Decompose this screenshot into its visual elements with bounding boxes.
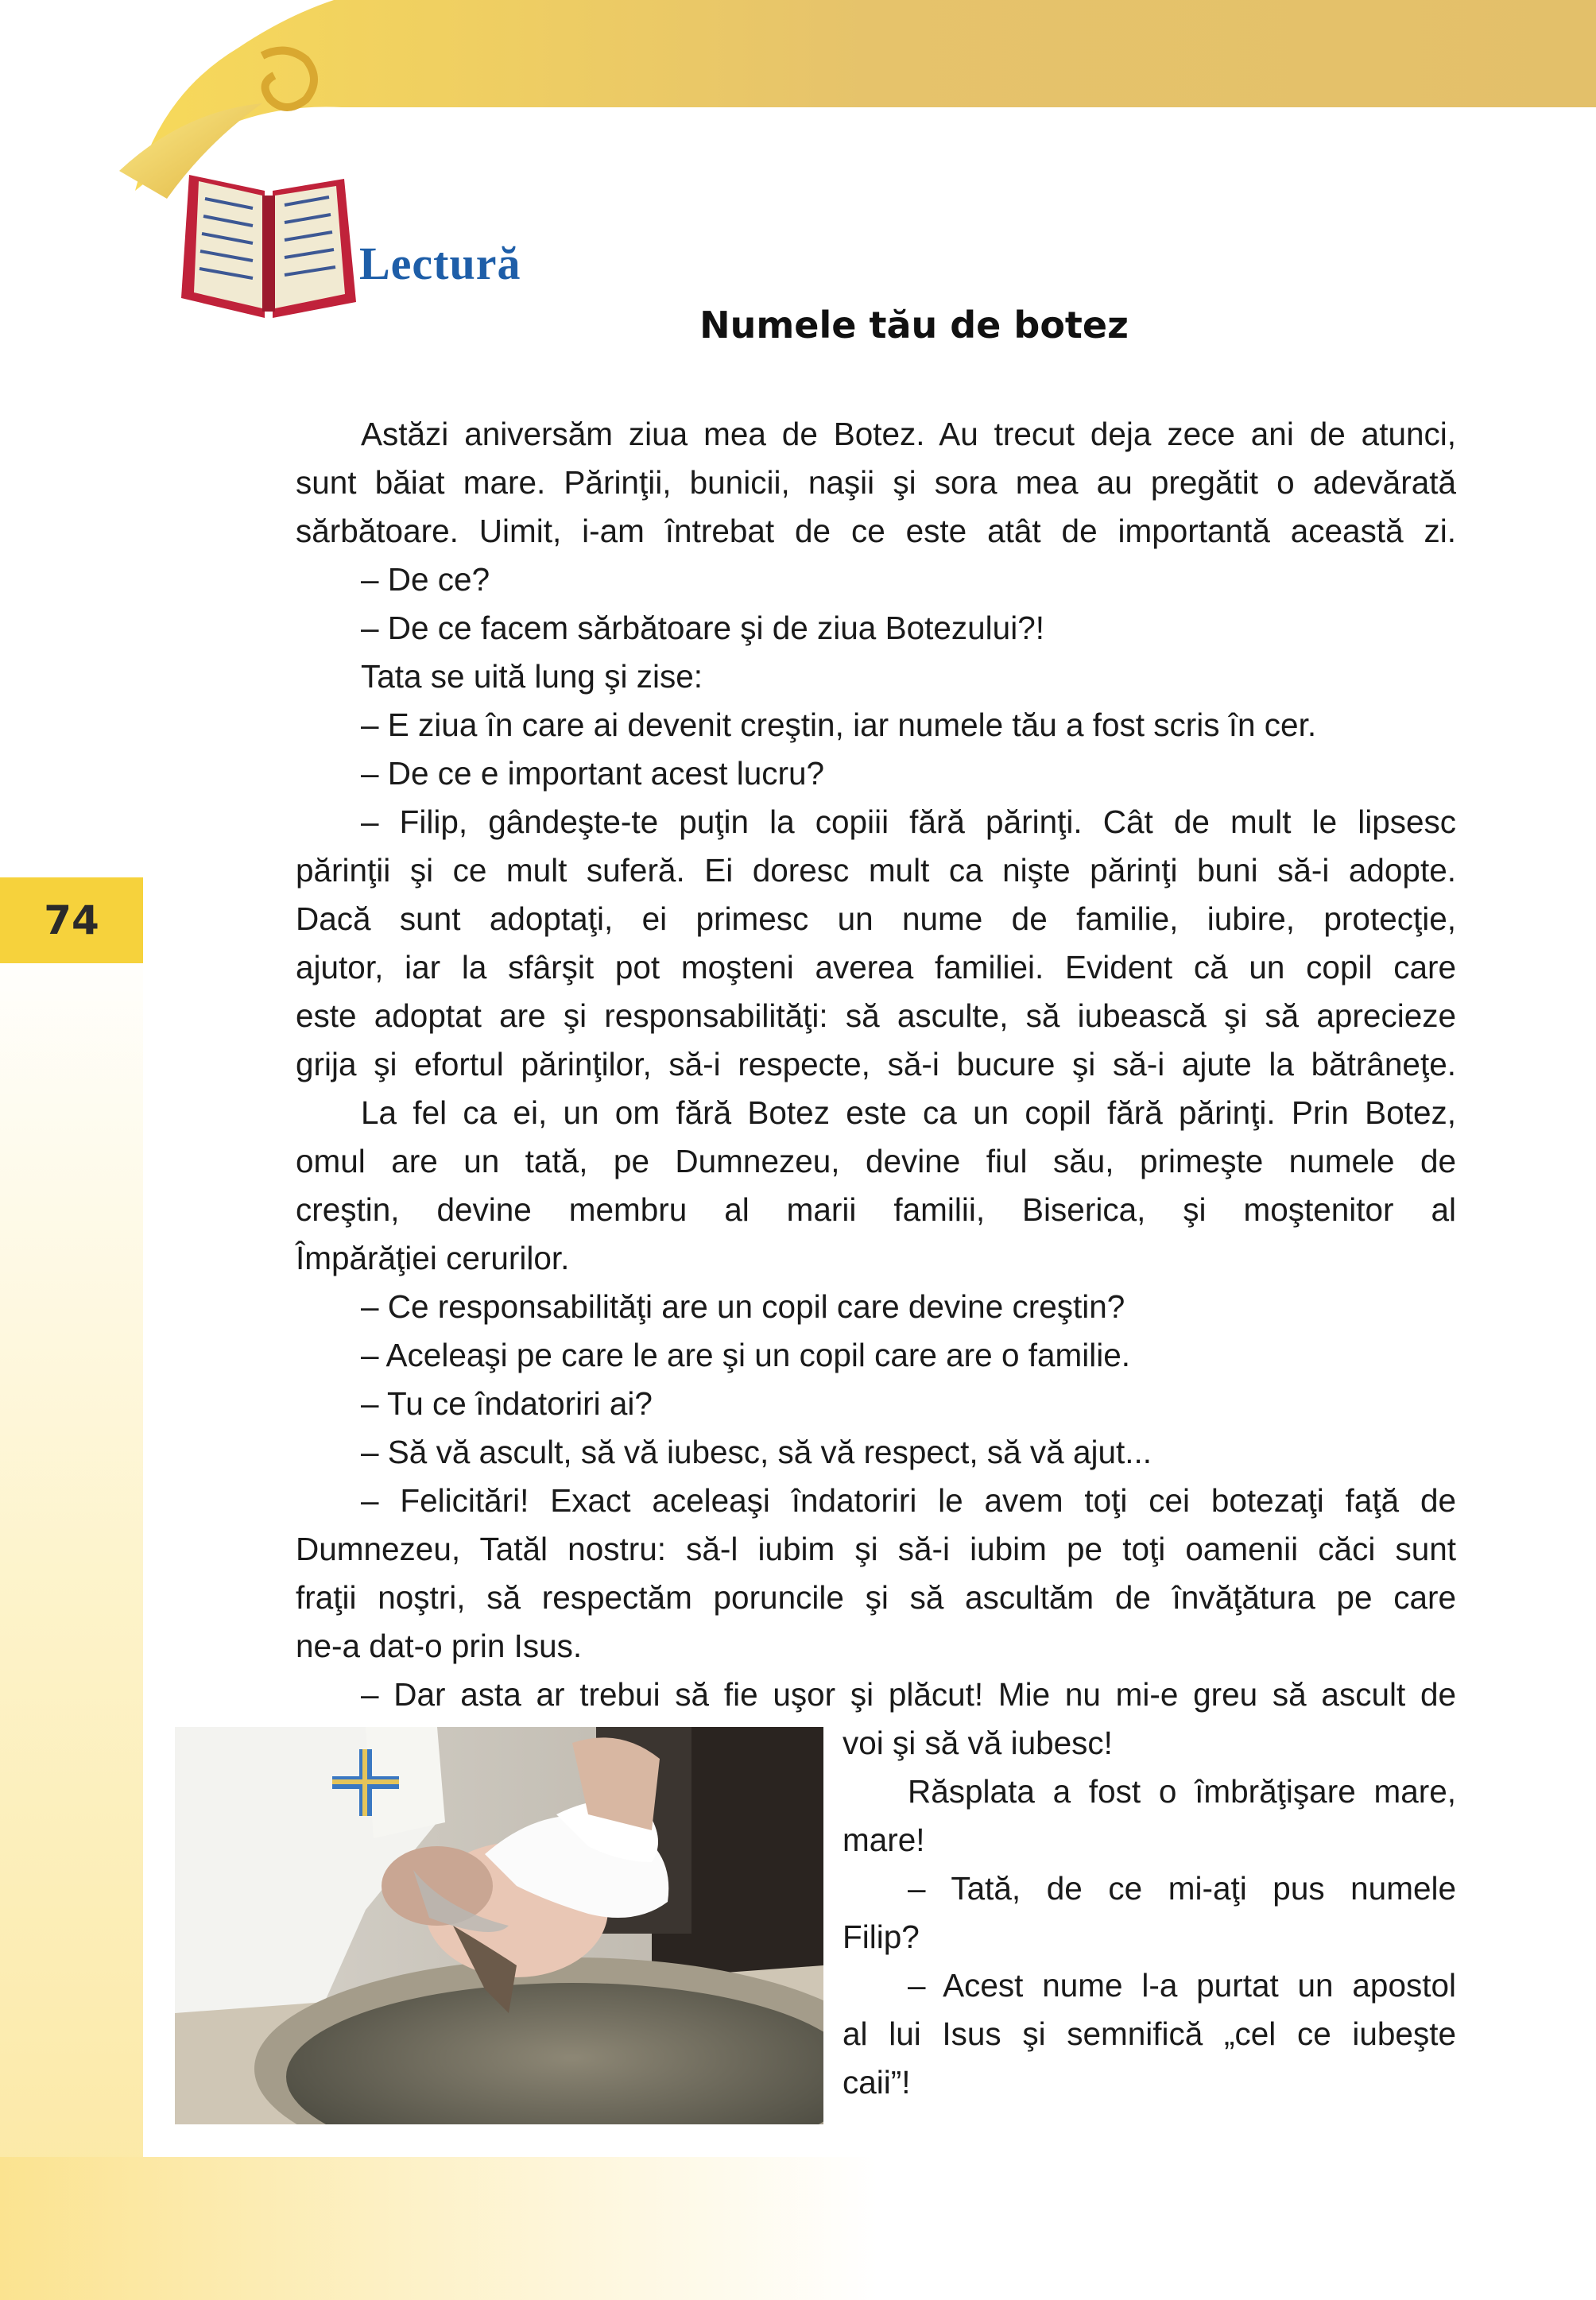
text-line: părinţii şi ce mult suferă. Ei doresc mult ca nişte părinţi buni să-i adopte. xyxy=(296,852,1456,889)
text-line: Împărăţiei cerurilor. xyxy=(296,1240,570,1276)
text-line: – Aceleaşi pe care le are şi un copil care are o familie. xyxy=(361,1337,1131,1373)
text-line: omul are un tată, pe Dumnezeu, devine fiul său, primeşte numele de xyxy=(296,1143,1456,1179)
bottom-margin-gradient xyxy=(0,2157,1596,2300)
text-line: fraţii noştri, să respectăm poruncile şi să ascultăm de învăţătura pe care xyxy=(296,1579,1456,1616)
text-line: – Ce responsabilităţi are un copil care devine creştin? xyxy=(361,1288,1125,1325)
left-margin-gradient xyxy=(0,0,143,2300)
text-line: – Dar asta ar trebui să fie uşor şi plăcut! Mie nu mi-e greu să ascult de xyxy=(361,1676,1456,1713)
text-line: grija şi efortul părinţilor, să-i respecte, să-i bucure şi să-i ajute la bătrâneţe. xyxy=(296,1046,1456,1082)
text-line: – Să vă ascult, să vă iubesc, să vă respect, să vă ajut... xyxy=(361,1434,1152,1470)
text-line: ne-a dat-o prin Isus. xyxy=(296,1628,583,1664)
side-text-line: al lui Isus şi semnifică „cel ce iubeşte xyxy=(843,2015,1456,2052)
text-line: sunt băiat mare. Părinţii, bunicii, naşii şi sora mea au pregătit o adevărată xyxy=(296,464,1456,501)
baptism-photo xyxy=(175,1727,823,2124)
section-label: Lectură xyxy=(359,238,521,289)
text-line: creştin, devine membru al marii familii, Biserica, şi moştenitor al xyxy=(296,1191,1456,1228)
side-text-line: – Acest nume l-a purtat un apostol xyxy=(908,1967,1456,2004)
text-line: – Felicitări! Exact aceleaşi îndatoriri le avem toţi cei botezaţi faţă de xyxy=(361,1482,1456,1519)
text-line: – Filip, gândeşte-te puţin la copiii fără părinţi. Cât de mult le lipsesc xyxy=(361,803,1456,840)
text-line: Dacă sunt adoptaţi, ei primesc un nume de familie, iubire, protecţie, xyxy=(296,900,1456,937)
page-title: Numele tău de botez xyxy=(699,304,1129,347)
text-line: – Tu ce îndatoriri ai? xyxy=(361,1385,653,1422)
text-line: – De ce e important acest lucru? xyxy=(361,755,825,792)
text-line: sărbătoare. Uimit, i-am întrebat de ce este atât de importantă această zi. xyxy=(296,513,1456,549)
side-text-line: Răsplata a fost o îmbrăţişare mare, xyxy=(908,1773,1456,1810)
open-book-icon xyxy=(173,167,364,326)
text-line: este adoptat are şi responsabilităţi: să asculte, să iubească şi să aprecieze xyxy=(296,997,1456,1034)
side-text-line: voi şi să vă iubesc! xyxy=(843,1725,1113,1761)
side-text-line: caii”! xyxy=(843,2064,911,2101)
text-line: – De ce? xyxy=(361,561,490,598)
text-line: Astăzi aniversăm ziua mea de Botez. Au trecut deja zece ani de atunci, xyxy=(361,416,1456,452)
text-line: La fel ca ei, un om fără Botez este ca un copil fără părinţi. Prin Botez, xyxy=(361,1094,1456,1131)
text-line: – E ziua în care ai devenit creştin, iar numele tău a fost scris în cer. xyxy=(361,707,1317,743)
page-number: 74 xyxy=(0,877,143,963)
text-line: Dumnezeu, Tatăl nostru: să-l iubim şi să-i iubim pe toţi oamenii căci sunt xyxy=(296,1531,1456,1567)
text-line: – De ce facem sărbătoare şi de ziua Botezului?! xyxy=(361,610,1044,646)
side-text-line: Filip? xyxy=(843,1919,920,1955)
side-text-line: – Tată, de ce mi-aţi pus numele xyxy=(908,1870,1456,1907)
side-text-line: mare! xyxy=(843,1822,925,1858)
text-line: ajutor, iar la sfârşit pot moşteni averea familiei. Evident că un copil care xyxy=(296,949,1456,985)
text-line: Tata se uită lung şi zise: xyxy=(361,658,703,695)
